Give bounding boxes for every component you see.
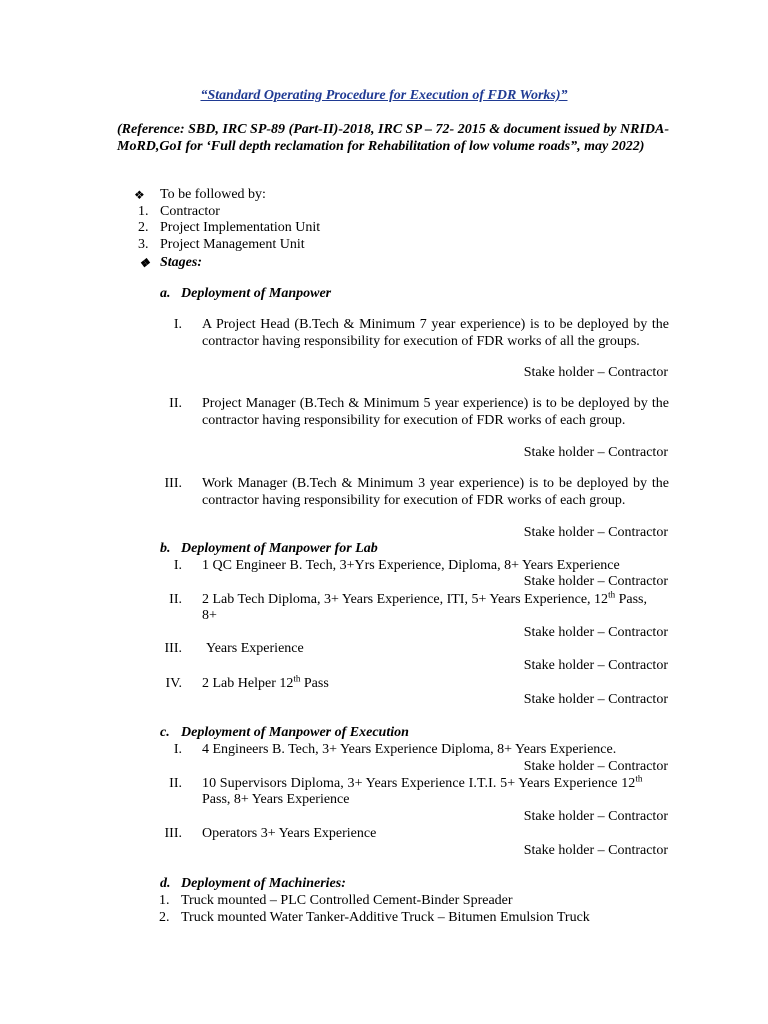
list-item: 1 QC Engineer B. Tech, 3+Yrs Experience, Diploma, 8+ Years Experience [202, 558, 620, 573]
roman-numeral: I. [173, 742, 182, 757]
reference-paragraph: (Reference: SBD, IRC SP-89 (Part-II)-2018, IRC SP – 72- 2015 & document issued by NRIDA-MoRD,GoI for ‘Full depth reclamation for Rehabilitation of low volume roads”, may 2022) [117, 122, 669, 154]
section-letter: a. [160, 286, 171, 301]
roman-numeral: I. [173, 317, 182, 332]
roman-numeral: II. [169, 396, 182, 411]
stakeholder-label: Stake holder – Contractor [523, 365, 668, 380]
list-item: Truck mounted Water Tanker-Additive Truck – Bitumen Emulsion Truck [181, 910, 590, 925]
item-text: 2 Lab Tech Diploma, 3+ Years Experience, ITI, 5+ Years Experience, 12 [202, 592, 609, 607]
superscript: th [635, 773, 643, 784]
section-heading: Deployment of Manpower for Lab [181, 541, 378, 556]
item-text: Pass, [615, 592, 647, 607]
roman-numeral: III. [164, 476, 182, 491]
list-item: Work Manager (B.Tech & Minimum 3 year experience) is to be deployed by the contractor having responsibility for execution of FDR works of each group. [202, 476, 669, 508]
list-item: A Project Head (B.Tech & Minimum 7 year experience) is to be deployed by the contractor having responsibility for execution of FDR works of all the groups. [202, 317, 669, 349]
section-letter: c. [160, 725, 170, 740]
superscript: th [608, 589, 616, 600]
section-letter: d. [160, 876, 171, 891]
superscript: th [293, 673, 301, 684]
section-heading: Deployment of Machineries: [181, 876, 346, 891]
section-heading: Deployment of Manpower [181, 286, 332, 301]
list-number: 2. [138, 220, 149, 235]
list-item [202, 589, 669, 608]
list-number: 3. [138, 237, 149, 252]
item-text: 10 Supervisors Diploma, 3+ Years Experience I.T.I. 5+ Years Experience 12 [202, 776, 636, 791]
stages-label: Stages: [160, 255, 202, 270]
followed-heading: To be followed by: [160, 187, 266, 202]
item-continuation: Pass, 8+ Years Experience [202, 792, 350, 807]
list-number: 1. [159, 893, 170, 908]
list-item [202, 673, 329, 692]
list-number: 2. [159, 910, 170, 925]
stakeholder-label: Stake holder – Contractor [523, 574, 668, 589]
list-item: Truck mounted – PLC Controlled Cement-Binder Spreader [181, 893, 513, 908]
roman-numeral: III. [164, 641, 182, 656]
list-item: 4 Engineers B. Tech, 3+ Years Experience Diploma, 8+ Years Experience. [202, 742, 617, 757]
document-title: “Standard Operating Procedure for Execution of FDR Works)” [200, 88, 568, 103]
stakeholder-label: Stake holder – Contractor [523, 843, 668, 858]
diamond-bullet-icon: ❖ [139, 256, 150, 270]
item-text: Pass [300, 676, 329, 691]
section-letter: b. [160, 541, 171, 556]
list-item: Project Implementation Unit [160, 220, 321, 235]
item-text: 2 Lab Helper 12 [202, 676, 294, 691]
section-heading: Deployment of Manpower of Execution [181, 725, 409, 740]
roman-numeral: I. [173, 558, 182, 573]
list-item: Operators 3+ Years Experience [202, 826, 377, 841]
stakeholder-label: Stake holder – Contractor [523, 759, 668, 774]
stakeholder-label: Stake holder – Contractor [523, 809, 668, 824]
stakeholder-label: Stake holder – Contractor [523, 525, 668, 540]
roman-numeral: IV. [165, 676, 182, 691]
list-item: Project Management Unit [160, 237, 305, 252]
list-item: Project Manager (B.Tech & Minimum 5 year experience) is to be deployed by the contractor having responsibility for execution of FDR works of each group. [202, 396, 669, 428]
roman-numeral: II. [169, 776, 182, 791]
item-continuation: 8+ [202, 608, 217, 623]
stakeholder-label: Stake holder – Contractor [523, 692, 668, 707]
stakeholder-label: Stake holder – Contractor [523, 445, 668, 460]
list-number: 1. [138, 204, 149, 219]
roman-numeral: II. [169, 592, 182, 607]
list-item: Years Experience [206, 641, 304, 656]
list-item [202, 773, 669, 792]
stakeholder-label: Stake holder – Contractor [523, 658, 668, 673]
list-item: Contractor [160, 204, 220, 219]
diamond-bullet-icon: ❖ [134, 188, 145, 202]
stakeholder-label: Stake holder – Contractor [523, 625, 668, 640]
roman-numeral: III. [164, 826, 182, 841]
